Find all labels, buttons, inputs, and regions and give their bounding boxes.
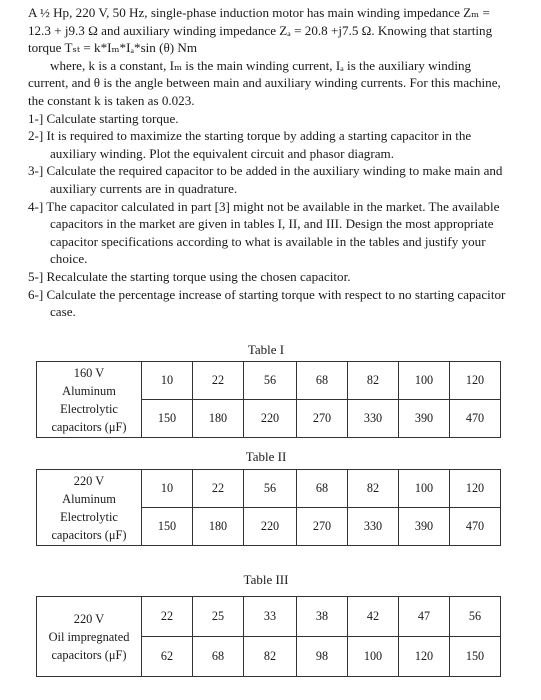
table-cell: 22: [142, 597, 193, 637]
question-5: 5-] Recalculate the starting torque using the chosen capacitor.: [28, 268, 351, 284]
table-cell: 82: [244, 637, 297, 677]
table-cell: 33: [244, 597, 297, 637]
table-cell: 98: [297, 637, 348, 677]
table-cell: 25: [193, 597, 244, 637]
table-cell: 180: [193, 508, 244, 546]
table-2-caption: Table II: [245, 449, 287, 464]
table-cell: 68: [297, 470, 348, 508]
intro-paragraph-1: A ½ Hp, 220 V, 50 Hz, single-phase induction motor has main winding impedance Zₘ = 12.3 + j9.3 Ω and auxiliary winding impedance Zₐ = 20.8 +j7.5 Ω. Knowing that starting torque Tₛₜ = k*Iₘ*Iₐ*sin (θ) Nm: [28, 5, 493, 56]
table-cell: 56: [244, 362, 297, 400]
table-1-label: 160 V Aluminum Electrolytic capacitors (μF): [37, 362, 142, 438]
table-cell: 100: [348, 637, 399, 677]
table-cell: 56: [450, 597, 501, 637]
table-cell: 100: [399, 470, 450, 508]
table-cell: 47: [399, 597, 450, 637]
table-cell: 120: [450, 362, 501, 400]
table-cell: 150: [142, 508, 193, 546]
table-cell: 390: [399, 400, 450, 438]
table-cell: 22: [193, 470, 244, 508]
table-cell: 330: [348, 400, 399, 438]
table-cell: 220: [244, 508, 297, 546]
question-2: 2-] It is required to maximize the starting torque by adding a starting capacitor in the auxiliary winding. Plot the equivalent circuit and phasor diagram.: [28, 128, 472, 161]
table-2: [36, 469, 501, 546]
table-cell: 100: [399, 362, 450, 400]
table-cell: 470: [450, 400, 501, 438]
table-cell: 82: [348, 470, 399, 508]
table-3-label: 220 V Oil impregnated capacitors (μF): [37, 597, 142, 677]
table-cell: 120: [450, 470, 501, 508]
table-3: [36, 596, 501, 677]
question-6: 6-] Calculate the percentage increase of starting torque with respect to no starting capacitor case.: [28, 286, 506, 320]
table-cell: 10: [142, 362, 193, 400]
table-1-caption: Table I: [247, 342, 285, 357]
table-cell: 270: [297, 508, 348, 546]
table-cell: 56: [244, 470, 297, 508]
table-cell: 10: [142, 470, 193, 508]
table-cell: 330: [348, 508, 399, 546]
question-3: 3-] Calculate the required capacitor to be added in the auxiliary winding to make main and auxiliary currents are in quadrature.: [28, 163, 503, 196]
table-2-label: 220 V Aluminum Electrolytic capacitors (μF): [37, 470, 142, 546]
table-cell: 68: [297, 362, 348, 400]
table-cell: 38: [297, 597, 348, 637]
table-cell: 82: [348, 362, 399, 400]
table-cell: 62: [142, 637, 193, 677]
table-cell: 120: [399, 637, 450, 677]
question-1: 1-] Calculate starting torque.: [28, 110, 179, 126]
table-cell: 220: [244, 400, 297, 438]
table-cell: 42: [348, 597, 399, 637]
table-3-caption: Table III: [243, 572, 289, 587]
question-4: 4-] The capacitor calculated in part [3] might not be available in the market. The available capacitors in the market are given in tables I, II, and III. Design the most appropriate capacitor specifications according to what is available in the tables and justify your choice.: [28, 198, 500, 267]
table-cell: 150: [450, 637, 501, 677]
table-cell: 270: [297, 400, 348, 438]
problem-text: [28, 4, 512, 321]
table-cell: 150: [142, 400, 193, 438]
table-1: [36, 361, 501, 438]
table-cell: 470: [450, 508, 501, 546]
table-cell: 22: [193, 362, 244, 400]
table-cell: 68: [193, 637, 244, 677]
table-cell: 390: [399, 508, 450, 546]
table-cell: 180: [193, 400, 244, 438]
intro-paragraph-2: where, k is a constant, Iₘ is the main winding current, Iₐ is the auxiliary winding current, and θ is the angle between main and auxiliary winding currents. For this machine, the constant k is taken as 0.023.: [28, 57, 501, 108]
